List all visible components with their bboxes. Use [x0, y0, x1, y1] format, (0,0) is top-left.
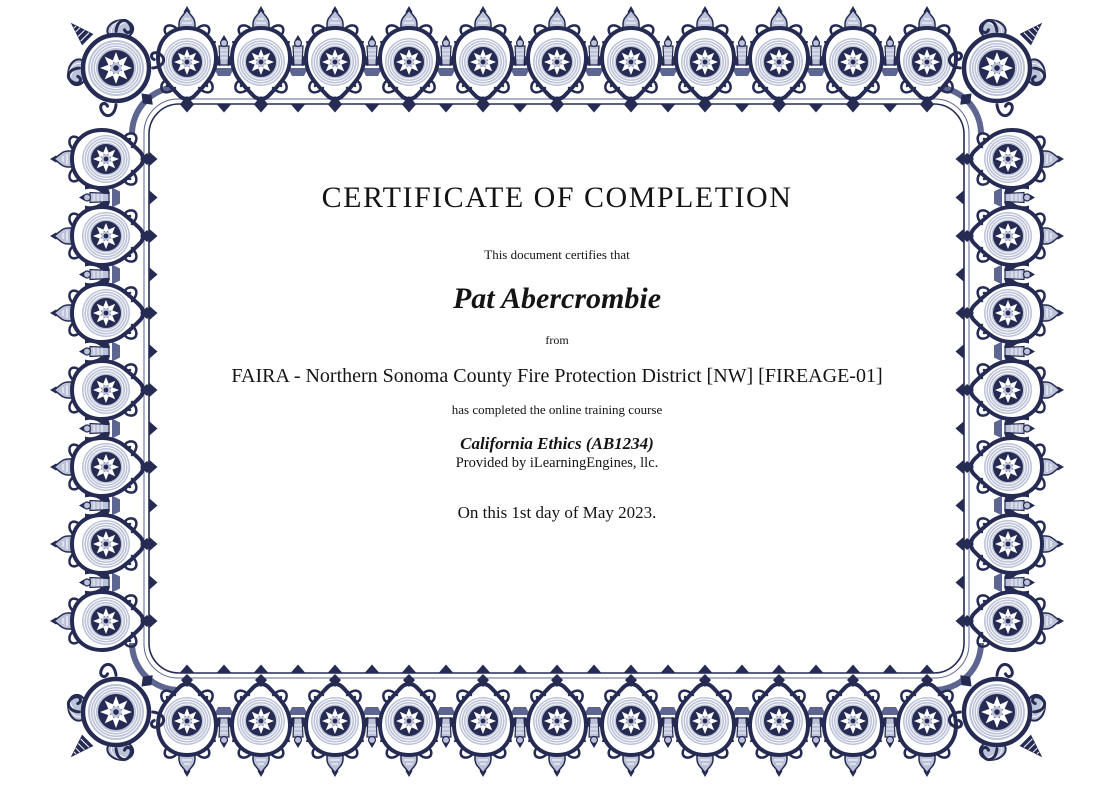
from-label: from [545, 333, 569, 347]
certificate-title: CERTIFICATE OF COMPLETION [321, 181, 793, 214]
recipient-name: Pat Abercrombie [452, 282, 662, 315]
provider-line: Provided by iLearningEngines, llc. [455, 455, 659, 471]
organization-name: FAIRA - Northern Sonoma County Fire Protection District [NW] [FIREAGE-01] [231, 365, 883, 387]
date-line: On this 1st day of May 2023. [457, 503, 657, 522]
certifies-line: This document certifies that [484, 247, 630, 262]
certificate-content [150, 104, 964, 673]
completed-line: has completed the online training course [451, 402, 663, 417]
course-name: California Ethics (AB1234) [460, 434, 654, 453]
